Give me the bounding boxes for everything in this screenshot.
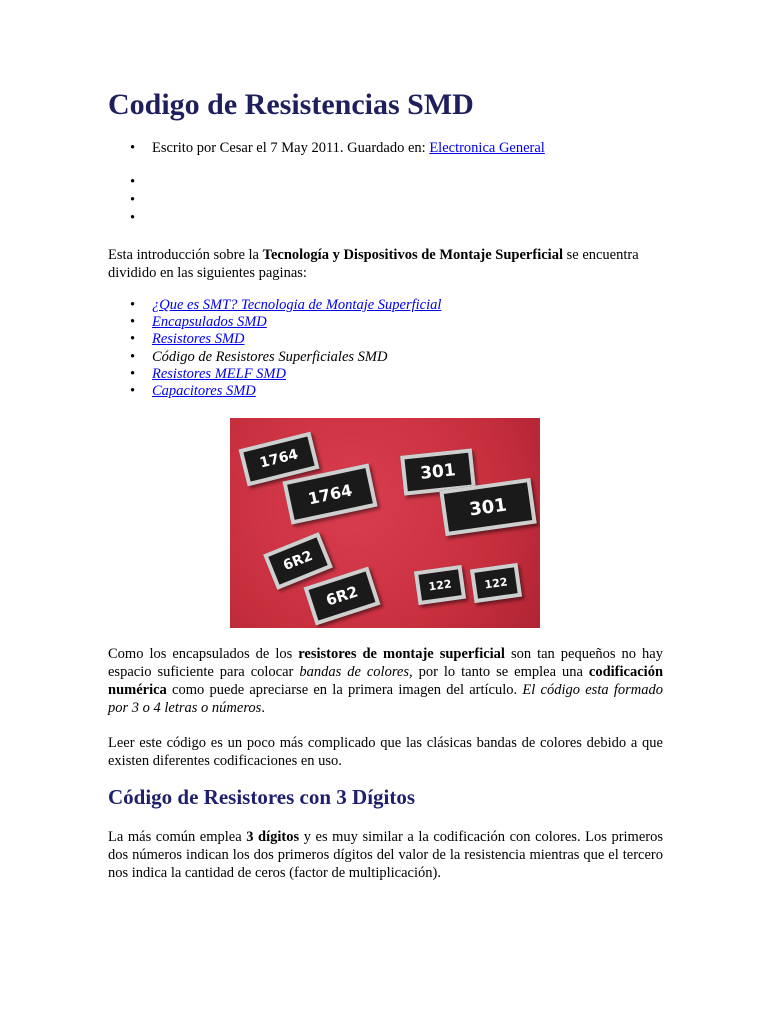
bullet-icon: • [130, 140, 136, 156]
page-title: Codigo de Resistencias SMD [108, 88, 474, 121]
article-page-item[interactable] [108, 366, 441, 383]
bullet-icon: • [130, 348, 136, 365]
article-page-item[interactable] [108, 383, 441, 400]
resistor-chip: 1764 [282, 463, 377, 524]
paragraph-3-digits: La más común emplea 3 dígitos y es muy similar a la codificación con colores. Los primeros dos números indican los dos primeros dígitos del valor de la resistencia mientras que el tercero nos indica la cantidad de ceros (factor de multiplicación). [108, 829, 663, 881]
post-meta-text: Escrito por Cesar el 7 May 2011. Guardado en: [152, 140, 430, 156]
article-page-link[interactable]: ¿Que es SMT? Tecnologia de Montaje Superficial [152, 297, 442, 313]
resistor-chip: 1764 [239, 432, 320, 487]
article-page-link[interactable]: Resistores MELF SMD [152, 365, 286, 382]
section-heading: Código de Resistores con 3 Dígitos [108, 785, 416, 809]
intro-bold: Tecnología y Dispositivos de Montaje Superficial [262, 247, 563, 263]
article-page-current: Código de Resistores Superficiales SMD [152, 348, 388, 365]
intro-paragraph: Esta introducción sobre la Tecnología y Dispositivos de Montaje Superficial se encuentra dividido en las siguientes paginas: [108, 247, 639, 281]
bullet-icon: • [130, 314, 136, 331]
bullet-icon: • [130, 365, 136, 382]
resistor-chip: 301 [400, 448, 476, 495]
bullet-icon: • [130, 210, 136, 226]
bullet-icon: • [130, 192, 136, 208]
post-meta-list [108, 139, 545, 157]
resistor-chip: 301 [439, 478, 537, 536]
article-page-link[interactable]: Encapsulados SMD [152, 314, 267, 331]
resistor-chip: 6R2 [263, 532, 333, 590]
resistor-chip: 6R2 [303, 566, 380, 625]
resistor-chip: 122 [414, 565, 466, 605]
article-pages-list [108, 297, 441, 400]
smd-resistors-photo [230, 418, 540, 628]
article-page-link[interactable]: Capacitores SMD [152, 383, 256, 400]
article-page-item[interactable] [108, 314, 441, 331]
bullet-icon: • [130, 297, 136, 313]
article-page-item[interactable] [108, 331, 441, 348]
category-link[interactable]: Electronica General [429, 140, 545, 156]
bullet-icon: • [130, 383, 136, 400]
article-page-link[interactable]: Resistores SMD [152, 331, 245, 348]
bullet-icon: • [130, 174, 136, 190]
bullet-icon: • [130, 331, 136, 348]
paragraph-reading: Leer este código es un poco más complicado que las clásicas bandas de colores debido a que existen diferentes codificaciones en uso. [108, 735, 663, 769]
paragraph-encoding: Como los encapsulados de los resistores de montaje superficial son tan pequeños no hay espacio suficiente para colocar bandas de colores, por lo tanto se emplea una codificación numérica como puede apreciarse en la primera imagen del artículo. El código esta formado por 3 o 4 letras o números. [108, 646, 664, 716]
post-meta [108, 139, 545, 157]
article-page-item [108, 349, 441, 366]
article-page-item[interactable] [108, 297, 441, 314]
resistor-chip: 122 [470, 563, 522, 603]
